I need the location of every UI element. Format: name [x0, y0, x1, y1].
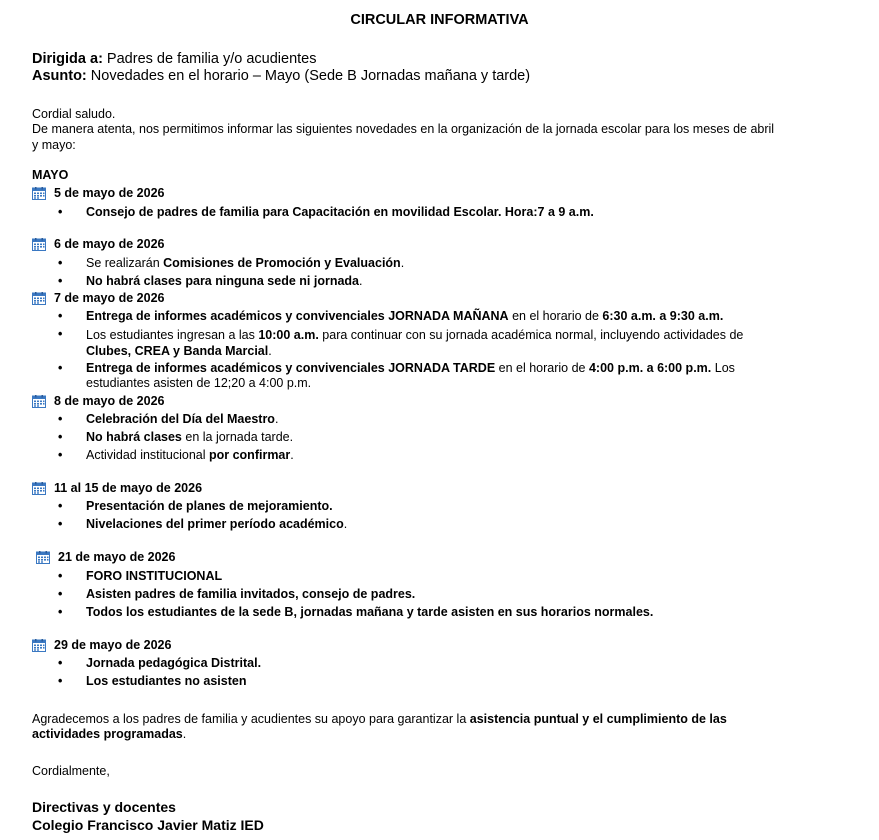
item-text-bold: Clubes, CREA y Banda Marcial — [86, 344, 269, 358]
calendar-icon — [32, 482, 46, 495]
date-heading — [32, 291, 164, 305]
bullet: • — [58, 412, 63, 426]
closing-text: Agradecemos a los padres de familia y acudientes su apoyo para garantizar la — [32, 712, 470, 726]
calendar-icon — [32, 639, 46, 652]
date-label: 21 de mayo de 2026 — [58, 550, 176, 564]
calendar-icon — [32, 238, 46, 251]
item-text-bold: Nivelaciones del primer período académico — [86, 517, 344, 531]
greeting: Cordial saludo. — [32, 107, 116, 121]
item-text-bold: 6:30 a.m. a 9:30 a.m. — [602, 309, 724, 323]
page-title: CIRCULAR INFORMATIVA — [350, 12, 529, 28]
bullet: • — [58, 569, 63, 583]
item-text-bold: Presentación de planes de mejoramiento. — [86, 499, 333, 513]
addressee-value: Padres de familia y/o acudientes — [102, 51, 317, 67]
item-text: en el horario de — [495, 361, 589, 375]
signature-line-2: Colegio Francisco Javier Matiz IED — [32, 817, 264, 833]
bullet: • — [58, 205, 63, 219]
item-text: estudiantes asisten de 12;20 a 4:00 p.m. — [86, 376, 312, 390]
bullet: • — [58, 448, 63, 462]
closing-paragraph — [32, 712, 847, 742]
bullet: • — [58, 327, 63, 341]
item-text-bold: por confirmar — [208, 448, 291, 462]
item-text: Los estudiantes ingresan a las — [86, 328, 259, 342]
item-text: . — [290, 448, 294, 462]
item-text: . — [359, 274, 363, 288]
calendar-icon — [32, 292, 46, 305]
item-text: para continuar con su jornada académica normal, incluyendo actividades de — [318, 328, 744, 342]
item-text-bold: Entrega de informes académicos y convivenciales JORNADA TARDE — [86, 361, 496, 375]
closing-text-bold: actividades programadas — [32, 727, 183, 741]
date-label: 6 de mayo de 2026 — [54, 237, 165, 251]
subject-label: Asunto: — [32, 68, 87, 84]
intro-line-2: y mayo: — [32, 138, 76, 152]
date-heading — [36, 550, 175, 564]
subject-value: Novedades en el horario – Mayo (Sede B Jornadas mañana y tarde) — [86, 68, 531, 84]
item-text-bold: Entrega de informes académicos y convivenciales JORNADA MAÑANA — [86, 309, 509, 323]
bullet: • — [58, 499, 63, 513]
item-text: Consejo de padres de familia para Capacitación en movilidad Escolar. Hora:7 a 9 a.m. — [86, 205, 594, 219]
item-text: Los — [711, 361, 735, 375]
bullet: • — [58, 517, 63, 531]
bullet: • — [58, 309, 63, 323]
item-text-bold: 4:00 p.m. a 6:00 p.m. — [588, 361, 712, 375]
item-text-bold: Todos los estudiantes de la sede B, jornadas mañana y tarde asisten en sus horarios normales. — [86, 605, 654, 619]
closing-text: . — [182, 727, 187, 741]
item-text-bold: Asisten padres de familia invitados, consejo de padres. — [86, 587, 416, 601]
bullet: • — [58, 256, 63, 270]
bullet: • — [58, 430, 63, 444]
item-text-bold: Comisiones de Promoción y Evaluación — [163, 256, 401, 270]
item-text-bold: Los estudiantes no asisten — [86, 674, 247, 688]
item-text: . — [400, 256, 405, 270]
item-text: . — [343, 517, 348, 531]
date-label: 11 al 15 de mayo de 2026 — [54, 481, 203, 495]
item-text-bold: 10:00 a.m. — [258, 328, 319, 342]
item-text: Actividad institucional — [86, 448, 209, 462]
closing-text-bold: asistencia puntual y el cumplimiento de las — [469, 712, 727, 726]
item-text: . — [274, 412, 279, 426]
item-text-bold: No habrá clases para ninguna sede ni jornada — [86, 274, 359, 288]
item-text: en el horario de — [508, 309, 603, 323]
bullet: • — [58, 587, 63, 601]
item-text-bold: FORO INSTITUCIONAL — [86, 569, 223, 583]
calendar-icon — [32, 187, 46, 200]
month-heading: MAYO — [32, 168, 69, 182]
date-heading — [32, 186, 164, 200]
intro-line-1: De manera atenta, nos permitimos informar las siguientes novedades en la organización de la jornada escolar para los meses de abril — [32, 122, 775, 136]
bullet: • — [58, 274, 63, 288]
addressee-line — [32, 51, 317, 67]
item-text-bold: Celebración del Día del Maestro — [86, 412, 275, 426]
date-label: 7 de mayo de 2026 — [54, 291, 165, 305]
calendar-icon — [36, 551, 50, 564]
bullet: • — [58, 361, 63, 375]
closing-salutation: Cordialmente, — [32, 764, 110, 778]
item-text: Se realizarán — [86, 256, 164, 270]
date-heading — [32, 394, 164, 408]
item-text-bold: Jornada pedagógica Distrital. — [86, 656, 262, 670]
bullet: • — [58, 674, 63, 688]
date-label: 5 de mayo de 2026 — [54, 186, 165, 200]
subject-line — [32, 68, 530, 84]
date-label: 8 de mayo de 2026 — [54, 394, 165, 408]
signature-line-1: Directivas y docentes — [32, 799, 176, 815]
date-label: 29 de mayo de 2026 — [54, 638, 172, 652]
item-text-bold: No habrá clases — [86, 430, 182, 444]
calendar-icon — [32, 395, 46, 408]
bullet: • — [58, 656, 63, 670]
date-heading — [32, 481, 202, 495]
date-heading — [32, 237, 164, 251]
item-text: en la jornada tarde. — [181, 430, 294, 444]
bullet: • — [58, 605, 63, 619]
date-heading — [32, 638, 171, 652]
item-text: . — [268, 344, 272, 358]
addressee-label: Dirigida a: — [32, 51, 103, 67]
